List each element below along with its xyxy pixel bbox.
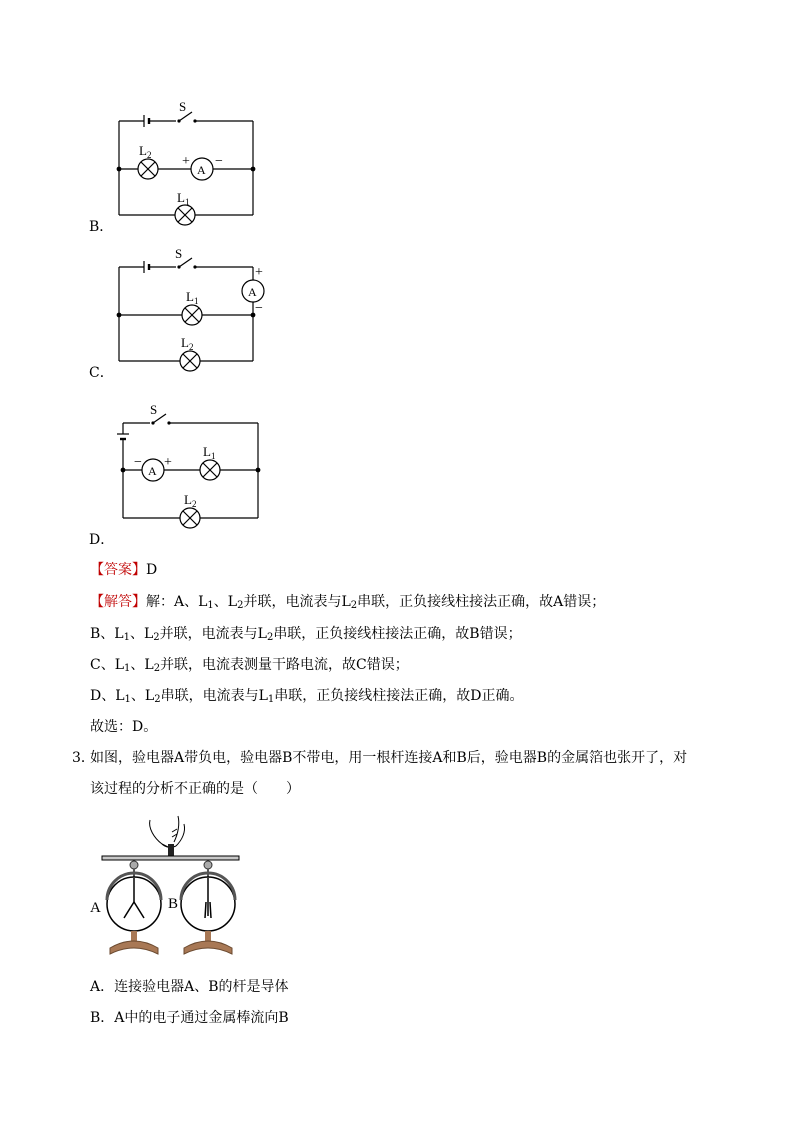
option-c-label: C． [89, 365, 114, 381]
svg-text:L1: $L_1$ [177, 190, 190, 207]
ammeter-label: A [197, 163, 206, 177]
lamp-label-l2: L [184, 492, 192, 507]
lamp-label-l2: L [181, 335, 189, 350]
electroscope-b [181, 861, 235, 954]
electroscope-figure [88, 808, 258, 968]
plus-terminal: + [164, 455, 172, 470]
plus-terminal: + [182, 154, 190, 169]
answer-tag: 【答案】 [90, 562, 146, 578]
electroscope-a-label: A [90, 900, 101, 916]
circuit-diagram-d [100, 398, 270, 528]
electroscope-a [107, 861, 161, 954]
lamp-label-l1: L [186, 289, 194, 304]
question-3-stem-line-1: 如图，验电器A带负电，验电器B不带电，用一根杆连接A和B后，验电器B的金属箔也张开了，对 [90, 750, 688, 766]
answer-line [90, 559, 157, 579]
analysis-line-2: B、$L_1$、$L_2$并联，电流表与$L_2$串联，正负接线柱接法正确，故B错误； [90, 626, 522, 643]
plus-terminal: + [255, 265, 263, 280]
analysis-conclusion: 故选：D。 [90, 719, 158, 735]
lamp-label-l1: L [177, 190, 185, 205]
switch-label: S [175, 246, 183, 261]
option-d-label: D． [89, 532, 115, 548]
insulating-handle [168, 844, 174, 856]
circuit-diagram-b [100, 96, 270, 226]
question-3-option-a: A．连接验电器A、B的杆是导体 [90, 979, 289, 995]
ammeter-label: A [248, 285, 257, 299]
svg-text:L1: $L_1$ [203, 444, 216, 461]
question-3-stem-line-2: 该过程的分析不正确的是（ ） [90, 781, 300, 797]
question-3-number: 3． [72, 750, 95, 766]
hand-illustration [150, 816, 185, 848]
switch-label: S [179, 99, 187, 114]
minus-terminal: − [215, 154, 223, 169]
svg-text:L2: $L_2$ [184, 492, 197, 509]
switch-label: S [150, 402, 158, 417]
analysis-line-1: 【解答】解：A、$L_1$、$L_2$并联，电流表与$L_2$串联，正负接线柱接法正确，故A错误； [90, 594, 606, 611]
option-b-label: B． [89, 219, 114, 235]
svg-text:L2: $L_2$ [139, 143, 152, 160]
minus-terminal: − [255, 301, 263, 316]
svg-text:L1: $L_1$ [186, 289, 199, 306]
ammeter-label: A [148, 464, 157, 478]
minus-terminal: − [134, 455, 142, 470]
circuit-diagram-c [100, 245, 270, 375]
analysis-tag: 【解答】 [90, 594, 146, 610]
analysis-line-4: D、$L_1$、$L_2$串联，电流表与$L_1$串联，正负接线柱接法正确，故D正确。 [90, 688, 524, 705]
analysis-line-3: C、$L_1$、$L_2$并联，电流表测量干路电流，故C错误； [90, 657, 409, 674]
svg-text:L2: $L_2$ [181, 335, 194, 352]
metal-rod [102, 856, 239, 860]
electroscope-b-label: B [168, 896, 179, 912]
lamp-label-l2: L [139, 143, 147, 158]
question-3-option-b: B．A中的电子通过金属棒流向B [90, 1010, 289, 1026]
answer-value: D [146, 562, 158, 578]
lamp-label-l1: L [203, 444, 211, 459]
